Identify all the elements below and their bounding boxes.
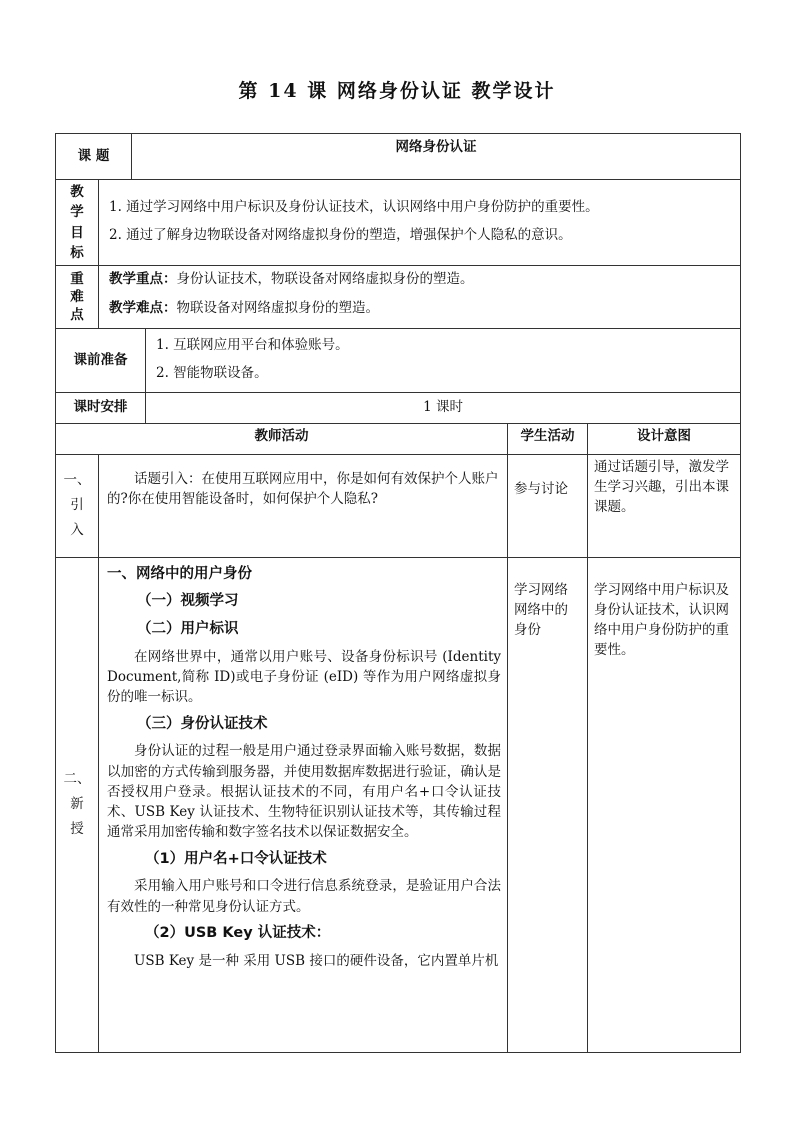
- key-points-row: [56, 266, 741, 329]
- subsection-heading: （二）用户标识: [137, 621, 239, 637]
- item-heading: （2）USB Key 认证技术：: [145, 924, 331, 941]
- paragraph: 身份认证的过程一般是用户通过登录界面输入账号数据，数据以加密的方式传输到服务器，并使用数据库数据进行验证，确认是否授权用户登录。根据认证技术的不同，有用户名+口令认证技术、USB Key 认证技术、生物特征识别认证技术等，其传输过程通常采用加密传输和数字签名技术以保证数据安全。: [107, 743, 502, 841]
- intro-label: 一、 引 入: [56, 454, 99, 557]
- difficulty-label: 教学难点：: [109, 300, 177, 317]
- topic-label: 课 题: [56, 134, 132, 180]
- activity-header-row: [56, 423, 741, 454]
- intro-intent: 通过话题引导，激发学生学习兴趣，引出本课课题。: [588, 454, 741, 557]
- objective-item: 1. 通过学习网络中用户标识及身份认证技术，认识网络中用户身份防护的重要性。: [109, 199, 599, 215]
- preparation-label: 课前准备: [56, 329, 146, 393]
- preparation-row: [56, 329, 741, 393]
- key-points-label: 重 难 点: [56, 266, 99, 329]
- new-lesson-student: 学习网络网络中的身份: [508, 557, 588, 1052]
- objectives-row: [56, 180, 741, 266]
- new-lesson-intent: 学习网络中用户标识及身份认证技术，认识网络中用户身份防护的重要性。: [588, 557, 741, 1052]
- lesson-plan-table: [55, 133, 741, 1053]
- preparation-content: [146, 329, 741, 393]
- schedule-label: 课时安排: [56, 392, 146, 423]
- intro-teacher: 话题引入：在使用互联网应用中，你是如何有效保护个人账户的?你在使用智能设备时，如何保护个人隐私?: [99, 454, 508, 557]
- topic-row: [56, 134, 741, 180]
- header-teacher: 教师活动: [56, 423, 508, 454]
- topic-value: 网络身份认证: [132, 134, 741, 180]
- key-points-content: [99, 266, 741, 329]
- header-student: 学生活动: [508, 423, 588, 454]
- new-lesson-row: [56, 557, 741, 1052]
- document-title: 第 14 课 网络身份认证 教学设计: [238, 80, 556, 102]
- new-lesson-label: 二、 新 授: [56, 557, 99, 1052]
- objectives-label: 教 学 目 标: [56, 180, 99, 266]
- schedule-row: [56, 392, 741, 423]
- preparation-item: 1. 互联网应用平台和体验账号。: [156, 337, 349, 353]
- intro-student: 参与讨论: [508, 454, 588, 557]
- new-lesson-teacher: [99, 557, 508, 1052]
- focus-label: 教学重点：: [109, 271, 177, 287]
- header-intent: 设计意图: [588, 423, 741, 454]
- paragraph: 采用输入用户账号和口令进行信息系统登录，是验证用户合法有效性的一种常见身份认证方式。: [107, 878, 502, 915]
- paragraph: USB Key 是一种 采用 USB 接口的硬件设备，它内置单片机: [134, 952, 499, 969]
- difficulty-text: 物联设备对网络虚拟身份的塑造。: [176, 300, 379, 317]
- schedule-value: 1 课时: [146, 392, 741, 423]
- preparation-item: 2. 智能物联设备。: [156, 365, 268, 382]
- intro-row: [56, 454, 741, 557]
- focus-text: 身份认证技术，物联设备对网络虚拟身份的塑造。: [176, 271, 474, 287]
- subsection-heading: （三）身份认证技术: [137, 715, 268, 732]
- item-heading: （1）用户名+口令认证技术: [145, 850, 327, 867]
- objective-item: 2. 通过了解身边物联设备对网络虚拟身份的塑造，增强保护个人隐私的意识。: [109, 227, 572, 244]
- paragraph: 在网络世界中，通常以用户账号、设备身份标识号 (Identity Document,简称 ID)或电子身份证 (eID) 等作为用户网络虚拟身份的唯一标识。: [107, 648, 502, 706]
- objectives-content: [99, 180, 741, 266]
- section-heading: 一、网络中的用户身份: [107, 565, 252, 582]
- subsection-heading: （一）视频学习: [137, 593, 239, 610]
